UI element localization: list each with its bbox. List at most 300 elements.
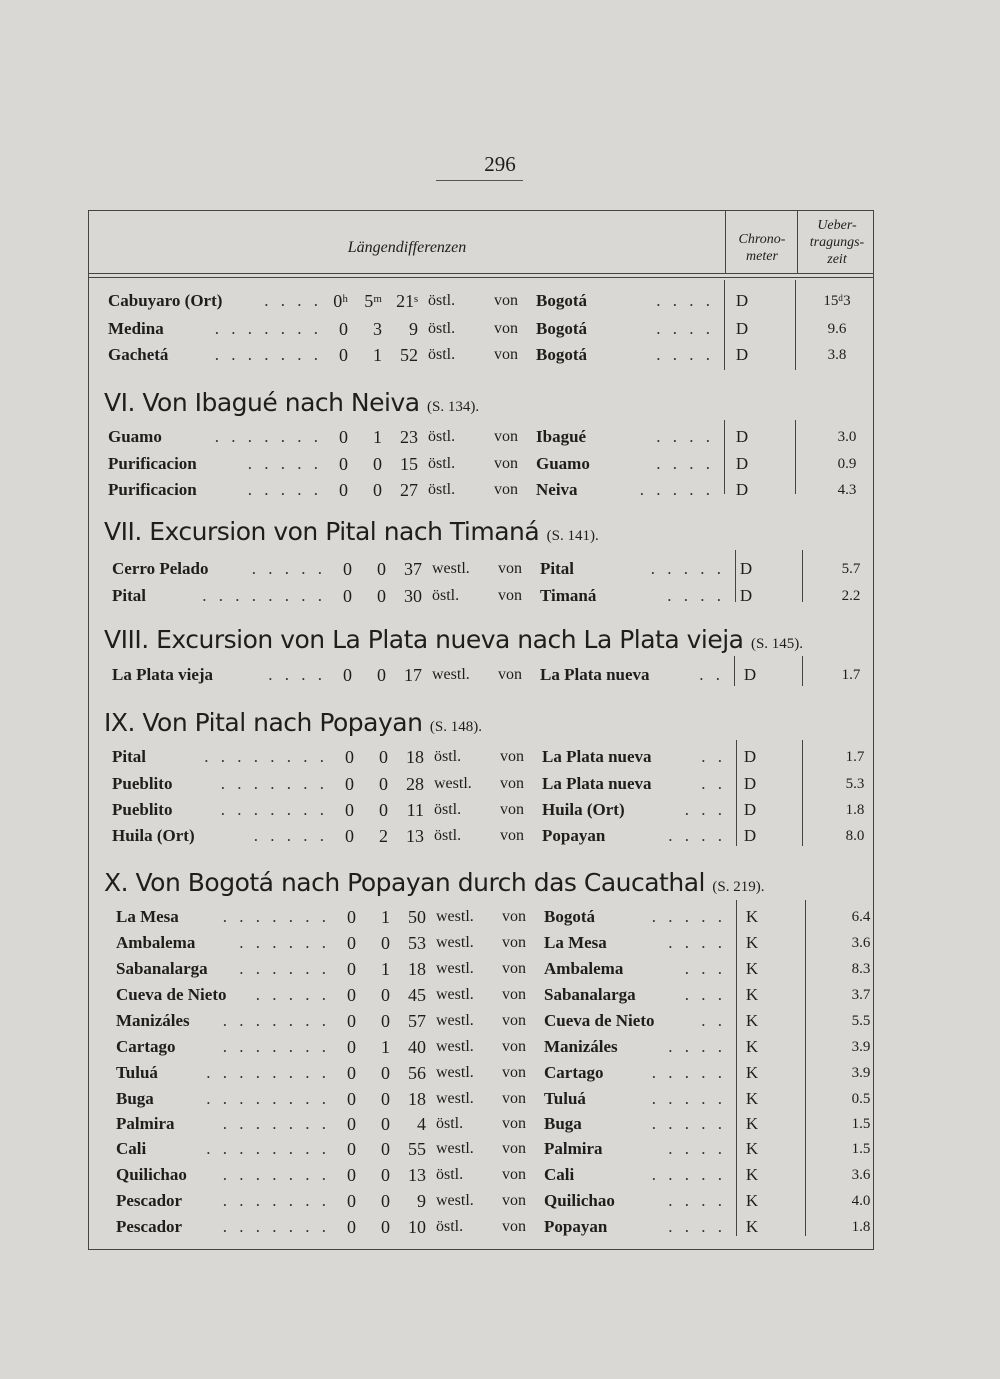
minutes-value: 0: [381, 1114, 390, 1134]
seconds-value: 9: [417, 1191, 426, 1211]
von-label: von: [500, 748, 524, 765]
section-page-ref: (S. 148).: [429, 719, 483, 735]
hours-value: 0: [339, 345, 348, 365]
von-label: von: [498, 587, 522, 604]
seconds-value: 30: [404, 586, 422, 606]
section-title-text: VII. Excursion von Pital nach Timaná: [104, 517, 540, 546]
reference-place: La Plata nueva: [542, 774, 652, 793]
chronometer-value: D: [735, 480, 749, 499]
leader-dots: . . . .: [668, 1191, 726, 1210]
seconds-value: 28: [406, 774, 424, 794]
table-row: [0, 316, 1000, 342]
hours-value: 0ʰ: [333, 291, 348, 311]
direction: westl.: [436, 1140, 474, 1157]
seconds-value: 37: [404, 559, 422, 579]
transfer-time-value: 4.3: [837, 482, 857, 498]
table-row: [0, 477, 1000, 503]
leader-dots: . . . . . . .: [220, 774, 328, 793]
chronometer-value: D: [739, 586, 753, 605]
reference-place: Bogotá: [536, 319, 587, 338]
von-label: von: [494, 455, 518, 472]
header-laengendifferenzen: Längendifferenzen: [347, 239, 467, 256]
place-name: Cabuyaro (Ort): [108, 291, 223, 310]
direction: westl.: [436, 934, 474, 951]
von-label: von: [502, 1064, 526, 1081]
seconds-value: 50: [408, 907, 426, 927]
von-label: von: [498, 560, 522, 577]
hours-value: 0: [339, 319, 348, 339]
place-name: Pescador: [116, 1217, 183, 1236]
leader-dots: . . . . . . .: [214, 345, 322, 364]
table-row: [0, 1086, 1000, 1112]
direction: östl.: [432, 587, 460, 604]
direction: westl.: [436, 960, 474, 977]
seconds-value: 17: [404, 665, 422, 685]
von-label: von: [502, 1140, 526, 1157]
direction: westl.: [436, 1064, 474, 1081]
seconds-value: 57: [408, 1011, 426, 1031]
minutes-value: 2: [379, 826, 388, 846]
table-row: [0, 930, 1000, 956]
chronometer-value: K: [745, 933, 759, 952]
table-row: [0, 662, 1000, 688]
transfer-time-value: 0.5: [851, 1091, 871, 1107]
minutes-value: 0: [381, 1217, 390, 1237]
leader-dots: . . . .: [667, 586, 725, 605]
transfer-time-value: 3.9: [851, 1039, 871, 1055]
von-label: von: [502, 1115, 526, 1132]
transfer-time-value: 1.8: [845, 802, 865, 818]
transfer-time-value: 8.0: [845, 828, 865, 844]
transfer-time-value: 6.4: [851, 909, 871, 925]
table-row: [0, 797, 1000, 823]
seconds-value: 13: [408, 1165, 426, 1185]
transfer-time-value: 9.6: [827, 321, 847, 337]
seconds-value: 56: [408, 1063, 426, 1083]
leader-dots: . .: [701, 747, 726, 766]
leader-dots: . . . .: [264, 291, 322, 310]
leader-dots: . . . .: [656, 291, 714, 310]
place-name: Pueblito: [112, 800, 173, 819]
place-name: Cartago: [116, 1037, 176, 1056]
leader-dots: . . . . . . .: [222, 1191, 330, 1210]
leader-dots: . . . . .: [247, 480, 322, 499]
leader-dots: . . . . .: [253, 826, 328, 845]
minutes-value: 0: [377, 586, 386, 606]
von-label: von: [502, 986, 526, 1003]
reference-place: Ibagué: [536, 427, 587, 446]
seconds-value: 4: [417, 1114, 426, 1134]
transfer-time-value: 0.9: [837, 456, 857, 472]
transfer-time-value: 3.6: [851, 1167, 871, 1183]
seconds-value: 10: [408, 1217, 426, 1237]
reference-place: Bogotá: [536, 345, 587, 364]
minutes-value: 0: [381, 1063, 390, 1083]
place-name: Pital: [112, 747, 146, 766]
chronometer-value: K: [745, 907, 759, 926]
place-name: Pital: [112, 586, 146, 605]
leader-dots: . . . . . . .: [222, 1011, 330, 1030]
reference-place: Sabanalarga: [544, 985, 636, 1004]
transfer-time-value: 4.0: [851, 1193, 871, 1209]
minutes-value: 0: [373, 454, 382, 474]
section-page-ref: (S. 145).: [750, 636, 804, 652]
leader-dots: . . . .: [656, 345, 714, 364]
reference-place: Cartago: [544, 1063, 604, 1082]
section-page-ref: (S. 141).: [546, 528, 599, 544]
chronometer-value: D: [735, 427, 749, 446]
seconds-value: 23: [400, 427, 418, 447]
minutes-value: 1: [373, 427, 382, 447]
minutes-value: 0: [377, 665, 386, 685]
leader-dots: . . . . .: [247, 454, 322, 473]
transfer-time-value: 1.7: [845, 749, 865, 765]
transfer-time-value: 1.5: [851, 1116, 871, 1132]
leader-dots: . . . . . . .: [222, 907, 330, 926]
table-row: [0, 451, 1000, 477]
hours-value: 0: [347, 1063, 356, 1083]
direction: östl.: [428, 346, 456, 363]
table-row: [0, 744, 1000, 770]
leader-dots: . . . . . . . .: [204, 747, 328, 766]
transfer-time-value: 8.3: [851, 961, 871, 977]
header-chronometer-line-1: Chrono-: [738, 232, 786, 247]
minutes-value: 0: [381, 1089, 390, 1109]
section-title: [104, 625, 803, 654]
page-number-rule: [436, 180, 523, 181]
direction: westl.: [436, 1012, 474, 1029]
hours-value: 0: [343, 559, 352, 579]
table-row: [0, 823, 1000, 849]
minutes-value: 1: [381, 907, 390, 927]
place-name: Manizáles: [116, 1011, 190, 1030]
hours-value: 0: [347, 1217, 356, 1237]
minutes-value: 0: [381, 985, 390, 1005]
von-label: von: [502, 908, 526, 925]
place-name: Medina: [108, 319, 164, 338]
von-label: von: [494, 428, 518, 445]
leader-dots: . .: [701, 1011, 726, 1030]
chronometer-value: K: [745, 1191, 759, 1210]
reference-place: Popayan: [542, 826, 606, 845]
header-separator: [797, 211, 798, 273]
hours-value: 0: [345, 800, 354, 820]
von-label: von: [502, 1166, 526, 1183]
reference-place: Neiva: [536, 480, 578, 499]
direction: östl.: [436, 1115, 464, 1132]
header-uebertragungszeit: [799, 217, 875, 268]
place-name: Cueva de Nieto: [116, 985, 227, 1004]
table-row: [0, 1034, 1000, 1060]
minutes-value: 0: [381, 1191, 390, 1211]
reference-place: La Plata nueva: [540, 665, 650, 684]
place-name: Gachetá: [108, 345, 169, 364]
transfer-time-value: 5.3: [845, 776, 865, 792]
von-label: von: [494, 346, 518, 363]
transfer-time-value: 1.5: [851, 1141, 871, 1157]
direction: östl.: [434, 748, 462, 765]
reference-place: La Plata nueva: [542, 747, 652, 766]
transfer-time-value: 3.9: [851, 1065, 871, 1081]
hours-value: 0: [347, 1139, 356, 1159]
reference-place: Manizáles: [544, 1037, 618, 1056]
von-label: von: [502, 934, 526, 951]
chronometer-value: K: [745, 1011, 759, 1030]
reference-place: Tuluá: [544, 1089, 586, 1108]
minutes-value: 0: [381, 1165, 390, 1185]
reference-place: Buga: [544, 1114, 582, 1133]
leader-dots: . . . . . .: [239, 933, 330, 952]
von-label: von: [500, 827, 524, 844]
chronometer-value: K: [745, 1037, 759, 1056]
direction: westl.: [436, 908, 474, 925]
section-page-ref: (S. 219).: [712, 879, 765, 895]
leader-dots: . . . . . . .: [222, 1217, 330, 1236]
table-row: [0, 342, 1000, 368]
leader-dots: . . . .: [668, 933, 726, 952]
leader-dots: . . . . .: [650, 559, 725, 578]
hours-value: 0: [347, 985, 356, 1005]
leader-dots: . . . . . . . .: [206, 1089, 330, 1108]
reference-place: Ambalema: [544, 959, 624, 978]
hours-value: 0: [343, 586, 352, 606]
leader-dots: . . . .: [668, 1139, 726, 1158]
reference-place: Bogotá: [544, 907, 595, 926]
minutes-value: 0: [381, 1139, 390, 1159]
von-label: von: [502, 960, 526, 977]
reference-place: Quilichao: [544, 1191, 615, 1210]
direction: westl.: [432, 666, 470, 683]
chronometer-value: D: [743, 800, 757, 819]
chronometer-value: K: [745, 1217, 759, 1236]
leader-dots: . . . . . . .: [222, 1165, 330, 1184]
seconds-value: 11: [406, 800, 424, 820]
leader-dots: . . . .: [656, 319, 714, 338]
hours-value: 0: [347, 1165, 356, 1185]
leader-dots: . . .: [684, 800, 726, 819]
direction: westl.: [436, 1090, 474, 1107]
direction: westl.: [436, 986, 474, 1003]
chronometer-value: D: [735, 291, 749, 310]
hours-value: 0: [339, 480, 348, 500]
hours-value: 0: [347, 933, 356, 953]
hours-value: 0: [347, 959, 356, 979]
table-row: [0, 288, 1000, 314]
table-row: [0, 1008, 1000, 1034]
chronometer-value: D: [735, 319, 749, 338]
place-name: Purificacion: [108, 480, 197, 499]
section-page-ref: (S. 134).: [427, 399, 480, 415]
table-row: [0, 1162, 1000, 1188]
table-row: [0, 771, 1000, 797]
seconds-value: 40: [408, 1037, 426, 1057]
place-name: Tuluá: [116, 1063, 158, 1082]
seconds-value: 18: [408, 1089, 426, 1109]
section-title-text: VIII. Excursion von La Plata nueva nach La Plata vieja: [104, 625, 744, 654]
section-title: [104, 517, 599, 546]
leader-dots: . . . . .: [639, 480, 714, 499]
transfer-time-value: 15ᵈ3: [823, 293, 851, 309]
leader-dots: . . . . .: [651, 907, 726, 926]
leader-dots: . . . . . .: [239, 959, 330, 978]
leader-dots: . . . . .: [651, 1063, 726, 1082]
reference-place: Cueva de Nieto: [544, 1011, 655, 1030]
header-chronometer-line-2: meter: [746, 249, 778, 264]
transfer-time-value: 3.0: [837, 429, 857, 445]
transfer-time-value: 3.7: [851, 987, 871, 1003]
place-name: Guamo: [108, 427, 162, 446]
chronometer-value: K: [745, 985, 759, 1004]
leader-dots: . .: [701, 774, 726, 793]
direction: östl.: [428, 320, 456, 337]
table-row: [0, 583, 1000, 609]
chronometer-value: D: [735, 454, 749, 473]
table-row: [0, 1214, 1000, 1240]
leader-dots: . . . .: [656, 427, 714, 446]
hours-value: 0: [345, 747, 354, 767]
transfer-time-value: 5.5: [851, 1013, 871, 1029]
direction: östl.: [434, 801, 462, 818]
transfer-time-value: 3.6: [851, 935, 871, 951]
leader-dots: . . . . . . . .: [206, 1063, 330, 1082]
seconds-value: 9: [409, 319, 418, 339]
von-label: von: [502, 1090, 526, 1107]
transfer-time-value: 2.2: [841, 588, 861, 604]
minutes-value: 1: [381, 1037, 390, 1057]
section-title: [104, 868, 765, 897]
von-label: von: [500, 801, 524, 818]
table-row: [0, 1060, 1000, 1086]
leader-dots: . . . . .: [651, 1165, 726, 1184]
leader-dots: . . . . . . .: [222, 1037, 330, 1056]
direction: östl.: [428, 481, 456, 498]
chronometer-value: K: [745, 1139, 759, 1158]
chronometer-value: K: [745, 959, 759, 978]
direction: westl.: [434, 775, 472, 792]
header-zeit-line-1: Ueber-: [817, 218, 857, 233]
seconds-value: 55: [408, 1139, 426, 1159]
table-row: [0, 424, 1000, 450]
von-label: von: [500, 775, 524, 792]
chronometer-value: D: [743, 826, 757, 845]
header-separator: [725, 211, 726, 273]
minutes-value: 0: [381, 933, 390, 953]
place-name: Huila (Ort): [112, 826, 195, 845]
von-label: von: [502, 1218, 526, 1235]
minutes-value: 3: [373, 319, 382, 339]
seconds-value: 13: [406, 826, 424, 846]
place-name: Pescador: [116, 1191, 183, 1210]
header-zeit-line-3: zeit: [827, 252, 847, 267]
chronometer-value: K: [745, 1089, 759, 1108]
hours-value: 0: [347, 907, 356, 927]
direction: östl.: [436, 1218, 464, 1235]
leader-dots: . . . .: [668, 1217, 726, 1236]
place-name: Cali: [116, 1139, 147, 1158]
hours-value: 0: [347, 1037, 356, 1057]
section-title-text: X. Von Bogotá nach Popayan durch das Caucathal: [104, 868, 705, 897]
section-title-text: VI. Von Ibagué nach Neiva: [104, 388, 420, 417]
seconds-value: 18: [408, 959, 426, 979]
reference-place: La Mesa: [544, 933, 607, 952]
leader-dots: . . . . . . . .: [202, 586, 326, 605]
place-name: Cerro Pelado: [112, 559, 209, 578]
von-label: von: [498, 666, 522, 683]
leader-dots: . . . .: [656, 454, 714, 473]
seconds-value: 45: [408, 985, 426, 1005]
direction: östl.: [436, 1166, 464, 1183]
minutes-value: 0: [377, 559, 386, 579]
chronometer-value: D: [739, 559, 753, 578]
place-name: Palmira: [116, 1114, 175, 1133]
leader-dots: . . . .: [268, 665, 326, 684]
chronometer-value: K: [745, 1063, 759, 1082]
minutes-value: 1: [373, 345, 382, 365]
chronometer-value: D: [743, 665, 757, 684]
von-label: von: [494, 292, 518, 309]
table-row: [0, 1136, 1000, 1162]
place-name: Ambalema: [116, 933, 196, 952]
von-label: von: [494, 320, 518, 337]
transfer-time-value: 3.8: [827, 347, 847, 363]
transfer-time-value: 5.7: [841, 561, 861, 577]
table-row: [0, 982, 1000, 1008]
table-row: [0, 556, 1000, 582]
leader-dots: . . . . .: [651, 1089, 726, 1108]
seconds-value: 27: [400, 480, 418, 500]
reference-place: Bogotá: [536, 291, 587, 310]
hours-value: 0: [347, 1191, 356, 1211]
place-name: Quilichao: [116, 1165, 187, 1184]
table-row: [0, 1111, 1000, 1137]
leader-dots: . . . . .: [255, 985, 330, 1004]
chronometer-value: K: [745, 1114, 759, 1133]
header-zeit-line-2: tragungs-: [809, 235, 865, 250]
place-name: La Mesa: [116, 907, 179, 926]
leader-dots: . . . . .: [651, 1114, 726, 1133]
reference-place: Guamo: [536, 454, 590, 473]
reference-place: Huila (Ort): [542, 800, 625, 819]
minutes-value: 0: [373, 480, 382, 500]
hours-value: 0: [347, 1114, 356, 1134]
hours-value: 0: [347, 1089, 356, 1109]
chronometer-value: K: [745, 1165, 759, 1184]
leader-dots: . . . .: [668, 826, 726, 845]
table-row: [0, 1188, 1000, 1214]
leader-dots: . . . . .: [251, 559, 326, 578]
table-row: [0, 956, 1000, 982]
leader-dots: . .: [699, 665, 724, 684]
direction: östl.: [428, 428, 456, 445]
reference-place: Timaná: [540, 586, 597, 605]
seconds-value: 53: [408, 933, 426, 953]
hours-value: 0: [347, 1011, 356, 1031]
chronometer-value: D: [743, 774, 757, 793]
place-name: La Plata vieja: [112, 665, 214, 684]
leader-dots: . . . . . . .: [214, 319, 322, 338]
direction: westl.: [436, 1192, 474, 1209]
place-name: Pueblito: [112, 774, 173, 793]
minutes-value: 5ᵐ: [364, 291, 382, 311]
direction: östl.: [434, 827, 462, 844]
transfer-time-value: 1.8: [851, 1219, 871, 1235]
von-label: von: [502, 1012, 526, 1029]
hours-value: 0: [343, 665, 352, 685]
leader-dots: . . . . . . . .: [206, 1139, 330, 1158]
reference-place: Palmira: [544, 1139, 603, 1158]
section-title: [104, 708, 482, 737]
chronometer-value: D: [743, 747, 757, 766]
